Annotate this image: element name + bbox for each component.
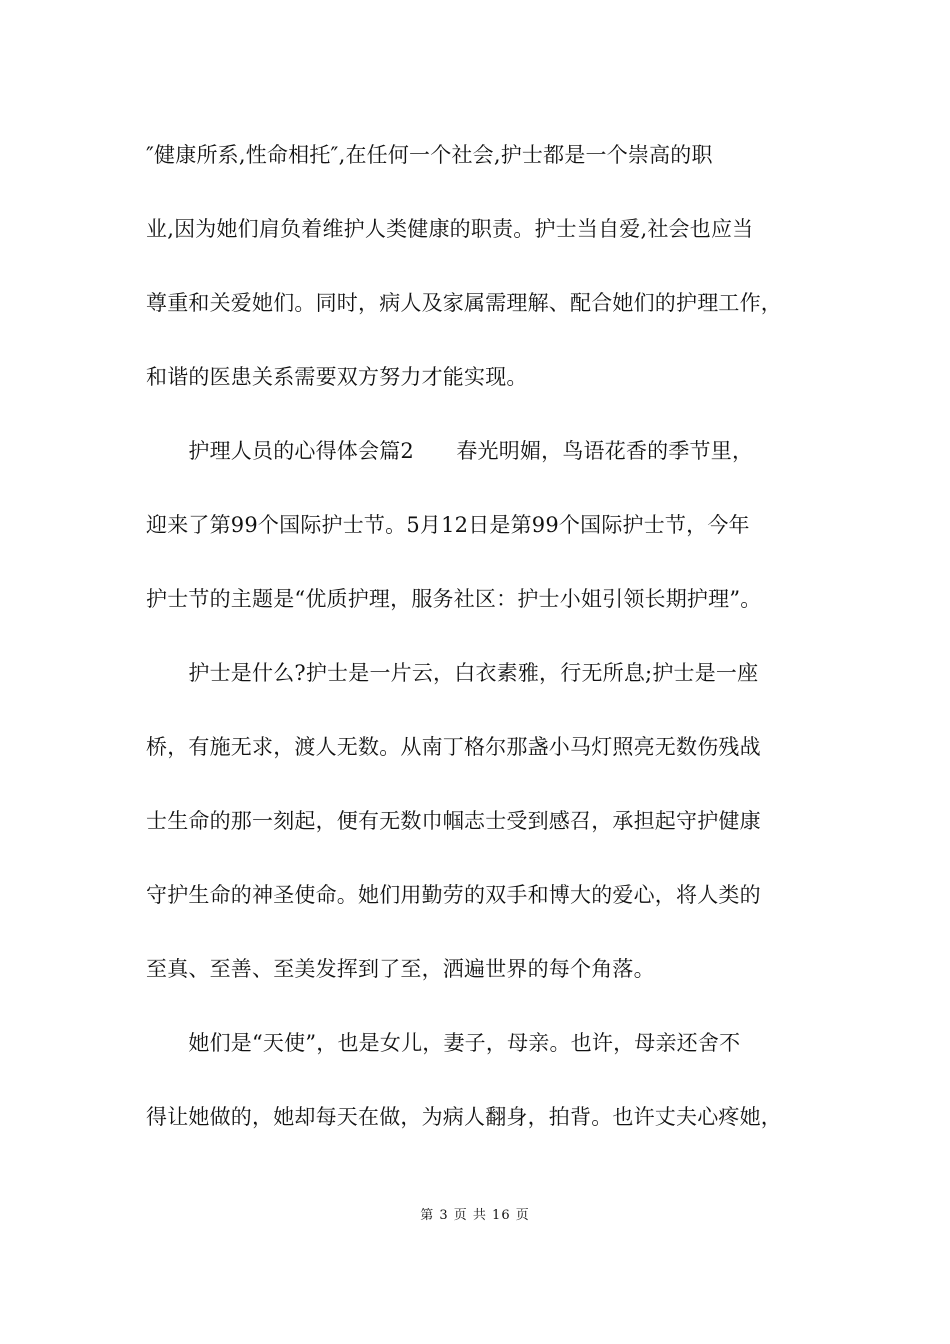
text-line: 得让她做的，她却每天在做，为病人翻身，拍背。也许丈夫心疼她，: [146, 1105, 782, 1129]
text-line: 护士是什么?护士是一片云，白衣素雅，行无所息;护士是一座: [146, 661, 759, 685]
text-line: 士生命的那一刻起，便有无数巾帼志士受到感召，承担起守护健康: [146, 809, 761, 833]
text-line: 迎来了第99个国际护士节。5月12日是第99个国际护士节，今年: [146, 513, 750, 537]
text-line: 护士节的主题是“优质护理，服务社区：护士小姐引领长期护理”。: [146, 587, 762, 611]
text-line: 守护生命的神圣使命。她们用勤劳的双手和博大的爱心，将人类的: [146, 883, 761, 907]
text-line: 业,因为她们肩负着维护人类健康的职责。护士当自爱,社会也应当: [146, 217, 754, 241]
text-line: 桥，有施无求，渡人无数。从南丁格尔那盏小马灯照亮无数伤残战: [146, 735, 761, 759]
text-line: 至真、至善、至美发挥到了至，洒遍世界的每个角落。: [146, 957, 655, 981]
text-line: 她们是“天使”，也是女儿，妻子，母亲。也许，母亲还舍不: [146, 1031, 741, 1055]
text-line: ″健康所系,性命相托″,在任何一个社会,护士都是一个崇高的职: [146, 143, 713, 167]
text-line: 尊重和关爱她们。同时，病人及家属需理解、配合她们的护理工作，: [146, 291, 782, 315]
page-number-footer: 第 3 页 共 16 页: [420, 1208, 530, 1223]
text-line: 和谐的医患关系需要双方努力才能实现。: [146, 365, 528, 389]
text-line: 护理人员的心得体会篇2 春光明媚，鸟语花香的季节里，: [146, 439, 754, 463]
